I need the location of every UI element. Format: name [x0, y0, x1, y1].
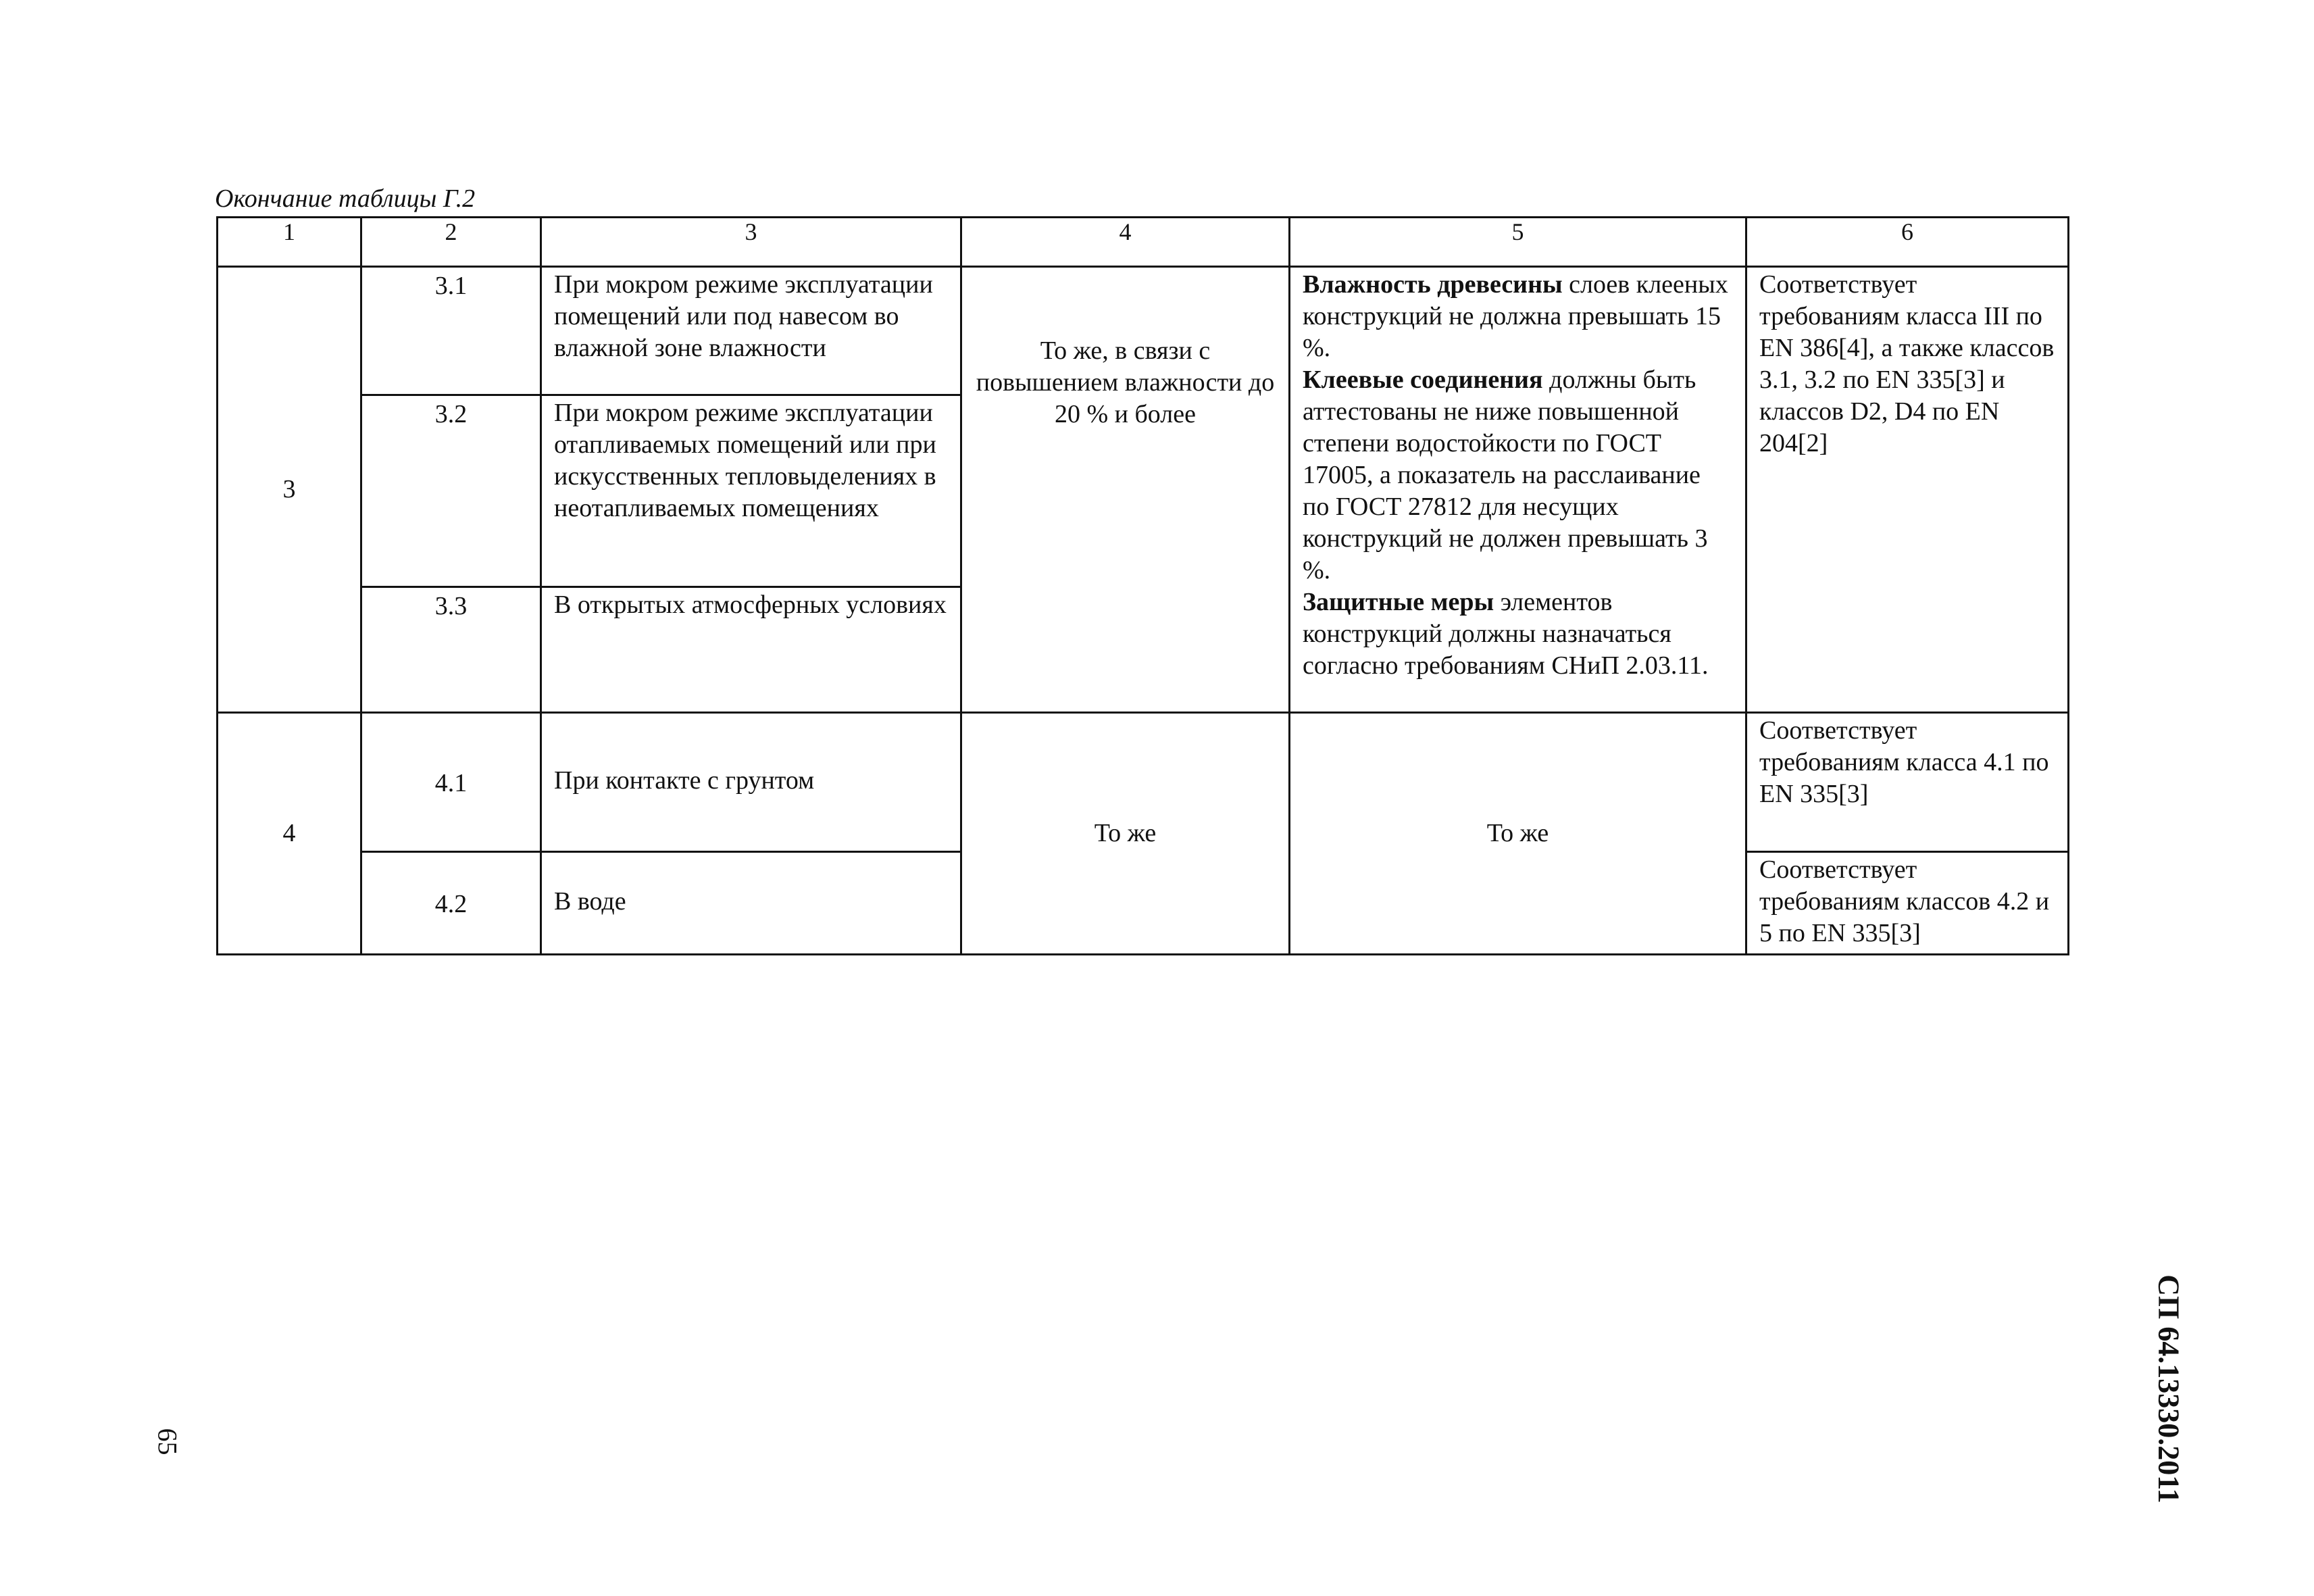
page-number: 65	[152, 1428, 183, 1455]
document-id: СП 64.13330.2011	[2152, 1274, 2186, 1503]
row-code: 3.1	[361, 267, 541, 395]
group-number: 4	[218, 713, 361, 955]
col5-text-1: слоев клееных конструкций не должна превышать 15 %.	[1303, 270, 1728, 362]
row-code: 4.1	[361, 713, 541, 852]
group-number: 3	[218, 267, 361, 713]
table-caption: Окончание таблицы Г.2	[215, 184, 476, 213]
col5-bold-2: Клеевые соединения	[1303, 366, 1543, 394]
row-col6: Соответствует требованиям класса 4.1 по EN 335[3]	[1746, 713, 2069, 852]
group-col6: Соответствует требованиям класса III по EN 386[4], а также классов 3.1, 3.2 по EN 335[3] и классов D2, D4 по EN 204[2]	[1746, 267, 2069, 713]
row-condition: При контакте с грунтом	[541, 713, 961, 852]
header-cell: 1	[218, 218, 361, 267]
group-col5	[1290, 267, 1746, 713]
header-cell: 6	[1746, 218, 2069, 267]
row-col6: Соответствует требованиям классов 4.2 и 5 по EN 335[3]	[1746, 852, 2069, 955]
col5-bold-3: Защитные меры	[1303, 588, 1494, 616]
row-code: 3.2	[361, 395, 541, 587]
row-code: 3.3	[361, 587, 541, 713]
document-table	[216, 216, 2069, 955]
row-condition: В воде	[541, 852, 961, 955]
table-row	[218, 713, 2069, 852]
col5-text-3: элементов конструкций должны назначаться согласно требованиям СНиП 2.03.11.	[1303, 588, 1709, 680]
header-cell: 3	[541, 218, 961, 267]
table-row	[218, 267, 2069, 395]
row-code: 4.2	[361, 852, 541, 955]
row-condition: При мокром режиме эксплуатации отапливаемых помещений или при искусственных тепловыделениях в неотапливаемых помещениях	[541, 395, 961, 587]
header-cell: 2	[361, 218, 541, 267]
col5-bold-1: Влажность древесины	[1303, 270, 1563, 299]
group-col5: То же	[1290, 713, 1746, 955]
group-col4: То же	[961, 713, 1290, 955]
row-condition: При мокром режиме эксплуатации помещений или под навесом во влажной зоне влажности	[541, 267, 961, 395]
header-cell: 5	[1290, 218, 1746, 267]
header-cell: 4	[961, 218, 1290, 267]
table-header-row	[218, 218, 2069, 267]
group-col4: То же, в связи с повышением влажности до 20 % и более	[961, 267, 1290, 713]
col5-text-2: должны быть аттестованы не ниже повышенной степени водостойкости по ГОСТ 17005, а показатель на расслаивание по ГОСТ 27812 для несущих конструкций не должен превышать 3 %.	[1303, 366, 1708, 584]
row-condition: В открытых атмосферных условиях	[541, 587, 961, 713]
